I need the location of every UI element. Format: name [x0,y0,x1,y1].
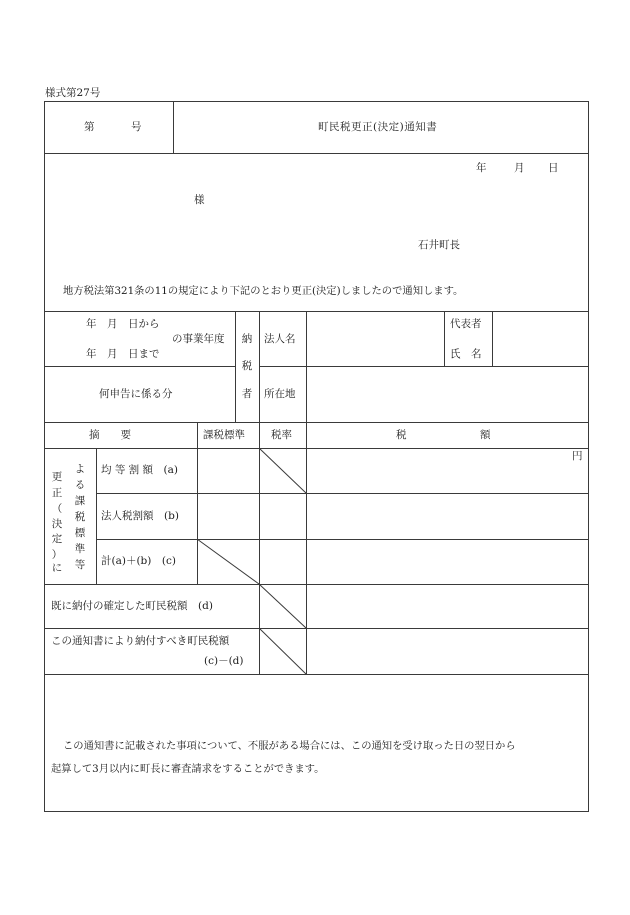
number-prefix: 第 [84,121,95,133]
fiscal-year-label: の事業年度 [172,333,225,345]
col-base-header: 課税標準 [203,429,245,441]
taxpayer-char-3: 者 [241,388,253,400]
form-number: 様式第27号 [45,87,101,99]
row-label-payable-line1: この通知書により納付すべき町民税額 [51,635,230,647]
taxpayer-char-2: 税 [241,360,253,372]
row-label-payable-line2: (c)－(d) [204,655,244,667]
col-summary-header: 摘 要 [89,429,131,441]
taxpayer-char-1: 納 [241,333,253,345]
date-year: 年 [476,162,487,174]
yen-unit: 円 [572,450,583,462]
addressee-suffix: 様 [194,194,205,206]
row-label-total: 計(a)＋(b) (c) [101,555,176,567]
fiscal-year-from: 年 月 日から [86,318,160,330]
notice-text: 地方税法第321条の11の規定により下記のとおり更正(決定)しましたので通知します。 [63,285,464,297]
rep-label-line2: 氏 名 [450,348,482,360]
date-month: 月 [514,162,525,174]
appeal-notice-line2: 起算して3月以内に町長に審査請求をすることができます。 [51,763,325,775]
row-label-corporate-share: 法人税割額 (b) [101,510,179,522]
appeal-notice-line1: この通知書に記載された事項について、不服がある場合には、この通知を受け取った日の翌日から [63,740,516,752]
date-day: 日 [548,162,559,174]
address-label: 所在地 [264,388,296,400]
form-title: 町民税更正(決定)通知書 [318,121,438,133]
col-rate-header: 税率 [271,429,292,441]
row-label-paid: 既に納付の確定した町民税額 (d) [51,600,213,612]
col-amount-header: 税 額 [396,429,491,441]
number-suffix: 号 [131,121,142,133]
row-label-equal-share: 均 等 割 額 (a) [101,464,178,476]
corp-name-label: 法人名 [264,333,296,345]
fiscal-year-to: 年 月 日まで [86,348,160,360]
rep-label-line1: 代表者 [450,318,482,330]
declaration-label: 何申告に係る分 [99,388,173,400]
issuer-name: 石井町長 [418,239,460,251]
